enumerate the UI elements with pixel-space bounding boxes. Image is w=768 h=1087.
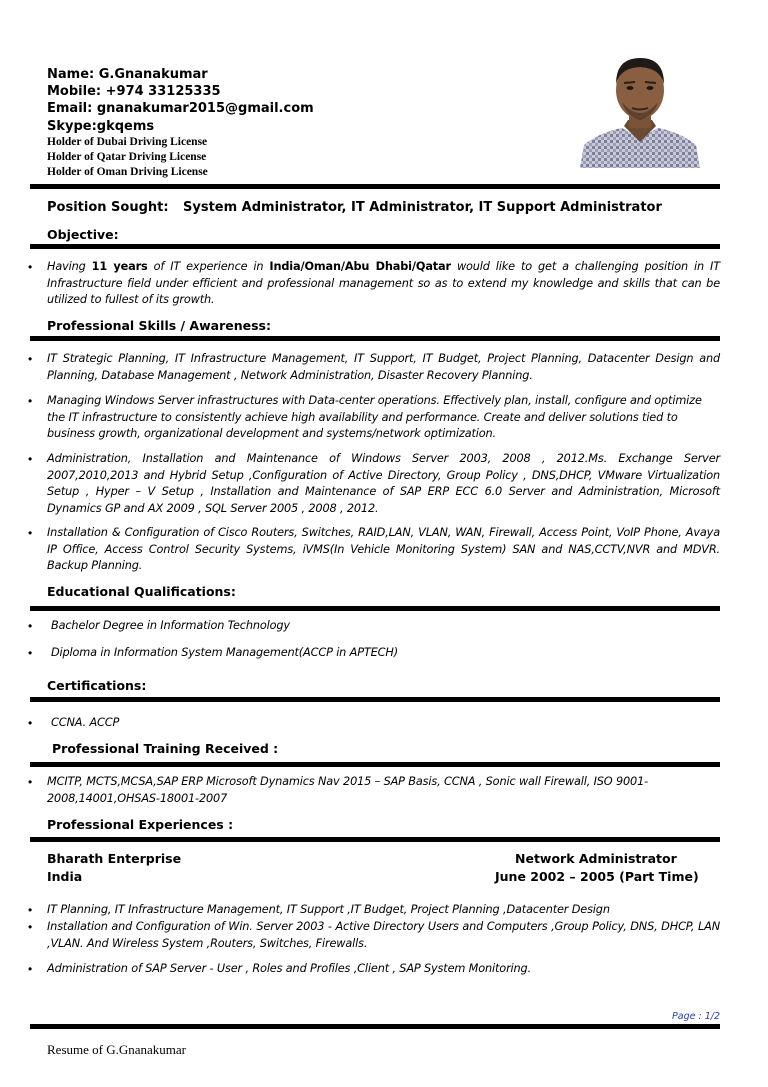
skill-item: IT Strategic Planning, IT Infrastructure Management, IT Support, IT Budget, Project Planning, Datacenter Design and Planning, Database Management , Network Administration, Disaster Recovery Planning. [47, 352, 720, 382]
footer-rule [30, 1024, 720, 1029]
experience-item: Administration of SAP Server - User , Roles and Profiles ,Client , SAP System Monitoring. [47, 962, 532, 975]
company-location: India [47, 869, 83, 884]
bullet-icon: • [28, 452, 33, 466]
license-dubai: Holder of Dubai Driving License [47, 136, 208, 148]
experience-item: Installation and Configuration of Win. Server 2003 - Active Directory Users and Computers ,Group Policy, DNS, DHCP, LAN ,VLAN. And Wireless System ,Routers, Switches, Firewalls. [47, 920, 720, 950]
divider-rule [30, 244, 720, 249]
divider-rule [30, 837, 720, 842]
divider-rule [30, 697, 720, 702]
education-title: Educational Qualifications: [47, 584, 236, 599]
experience-years: 11 years [91, 260, 148, 273]
skills-title: Professional Skills / Awareness: [47, 318, 271, 333]
divider-rule [30, 762, 720, 767]
bullet-icon: • [28, 260, 33, 274]
portrait-photo [580, 50, 700, 168]
objective-title: Objective: [47, 227, 119, 242]
bullet-icon: • [28, 646, 33, 660]
training-item: MCITP, MCTS,MCSA,SAP ERP Microsoft Dynamics Nav 2015 – SAP Basis, CCNA , Sonic wall Firewall, ISO 9001-2008,14001,OHSAS-18001-2007 [47, 775, 649, 805]
education-item: Diploma in Information System Management(ACCP in APTECH) [51, 646, 398, 659]
skill-item: Managing Windows Server infrastructures with Data-center operations. Effectively plan, install, configure and optimize the IT infrastructure to consistently achieve high availability and performance. Create and deliver solutions tied to business growth, organizational development and systems/network optimization. [47, 394, 702, 440]
education-item: Bachelor Degree in Information Technology [51, 619, 290, 632]
bullet-icon: • [28, 716, 33, 730]
page-number: Page : 1/2 [672, 1011, 720, 1022]
position-label: Position Sought: [47, 200, 169, 215]
footer-resume-of: Resume of G.Gnanakumar [47, 1042, 186, 1057]
bullet-icon: • [28, 962, 33, 976]
bullet-icon: • [28, 775, 33, 789]
bullet-icon: • [28, 619, 33, 633]
training-title: Professional Training Received : [52, 741, 279, 756]
license-qatar: Holder of Qatar Driving License [47, 151, 207, 163]
skype-id: Skype:gkqems [47, 119, 155, 134]
experience-locations: India/Oman/Abu Dhabi/Qatar [269, 260, 451, 273]
divider-rule [30, 184, 720, 189]
objective-text: Having 11 years of IT experience in India/Oman/Abu Dhabi/Qatar would like to get a challenging position in IT Infrastructure field under efficient and professional management so as to extend my knowledge and skills that can be utilized to fullest of its growth. [47, 260, 720, 306]
company-name: Bharath Enterprise [47, 851, 182, 866]
candidate-name: Name: G.Gnanakumar [47, 67, 208, 82]
license-oman: Holder of Oman Driving License [47, 166, 208, 178]
certification-item: CCNA. ACCP [51, 716, 120, 729]
bullet-icon: • [28, 526, 33, 540]
divider-rule [30, 336, 720, 341]
skill-item: Installation & Configuration of Cisco Routers, Switches, RAID,LAN, VLAN, WAN, Firewall, Access Point, VoIP Phone, Avaya IP Office, Access Control Security Systems, iVMS(In Vehicle Monitoring System) SAN and NAS,CCTV,NVR and MDVR. Backup Planning. [47, 526, 720, 572]
job-period: June 2002 – 2005 (Part Time) [495, 869, 699, 884]
experience-item: IT Planning, IT Infrastructure Management, IT Support ,IT Budget, Project Planning ,Datacenter Design [47, 903, 610, 916]
divider-rule [30, 606, 720, 611]
bullet-icon: • [28, 903, 33, 917]
bullet-icon: • [28, 920, 33, 934]
bullet-icon: • [28, 394, 33, 408]
bullet-icon: • [28, 352, 33, 366]
position-value: System Administrator, IT Administrator, IT Support Administrator [183, 200, 662, 215]
email-address: Email: gnanakumar2015@gmail.com [47, 101, 314, 116]
experience-title: Professional Experiences : [47, 817, 234, 832]
job-role: Network Administrator [515, 851, 677, 866]
mobile-number: Mobile: +974 33125335 [47, 84, 221, 99]
skill-item: Administration, Installation and Maintenance of Windows Server 2003, 2008 , 2012.Ms. Exchange Server 2007,2010,2013 and Hybrid Setup ,Configuration of Active Directory, Group Policy , DNS,DHCP, VMware Virtualization Setup , Hyper – V Setup , Installation and Maintenance of SAP ERP ECC 6.0 Server and Administration, Microsoft Dynamics GP and AX 2009 , SQL Server 2005 , 2008 , 2012. [47, 452, 720, 515]
certifications-title: Certifications: [47, 678, 147, 693]
